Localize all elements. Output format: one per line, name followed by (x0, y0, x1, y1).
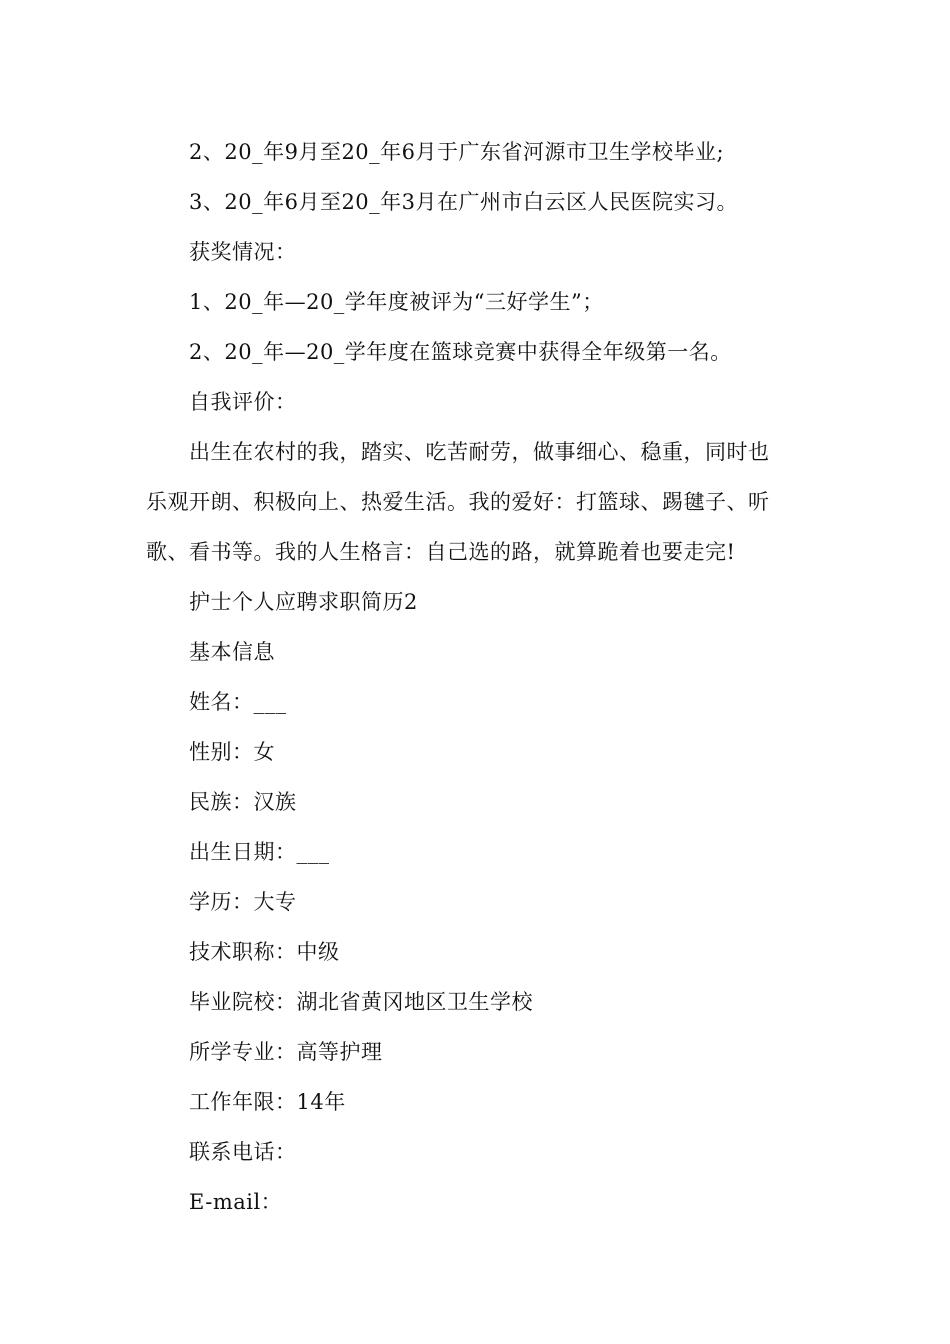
field-years: 工作年限：14年 (189, 1090, 346, 1114)
resume2-title: 护士个人应聘求职简历2 (189, 590, 418, 614)
self-eval-line-1: 出生在农村的我，踏实、吃苦耐劳，做事细心、稳重，同时也 (189, 440, 770, 464)
award-item-1: 1、20_年—20_学年度被评为“三好学生”； (189, 290, 604, 314)
self-eval-line-2: 乐观开朗、积极向上、热爱生活。我的爱好：打篮球、踢毽子、听 (146, 490, 770, 514)
basic-info-heading: 基本信息 (189, 640, 275, 664)
field-education: 学历：大专 (189, 890, 297, 914)
field-gender: 性别：女 (189, 740, 275, 764)
self-eval-line-3: 歌、看书等。我的人生格言：自己选的路，就算跪着也要走完! (146, 540, 736, 564)
field-school: 毕业院校：湖北省黄冈地区卫生学校 (189, 990, 533, 1014)
field-phone: 联系电话： (189, 1140, 297, 1164)
self-eval-heading: 自我评价： (189, 390, 297, 414)
field-birthdate: 出生日期：___ (189, 840, 330, 864)
field-title: 技术职称：中级 (189, 940, 340, 964)
field-name: 姓名：___ (189, 690, 287, 714)
awards-heading: 获奖情况： (189, 240, 297, 264)
education-item-3: 3、20_年6月至20_年3月在广州市白云区人民医院实习。 (189, 190, 739, 214)
field-email: E-mail： (189, 1190, 283, 1214)
field-ethnicity: 民族：汉族 (189, 790, 297, 814)
field-major: 所学专业：高等护理 (189, 1040, 383, 1064)
award-item-2: 2、20_年—20_学年度在篮球竞赛中获得全年级第一名。 (189, 340, 732, 364)
education-item-2: 2、20_年9月至20_年6月于广东省河源市卫生学校毕业; (189, 140, 725, 164)
